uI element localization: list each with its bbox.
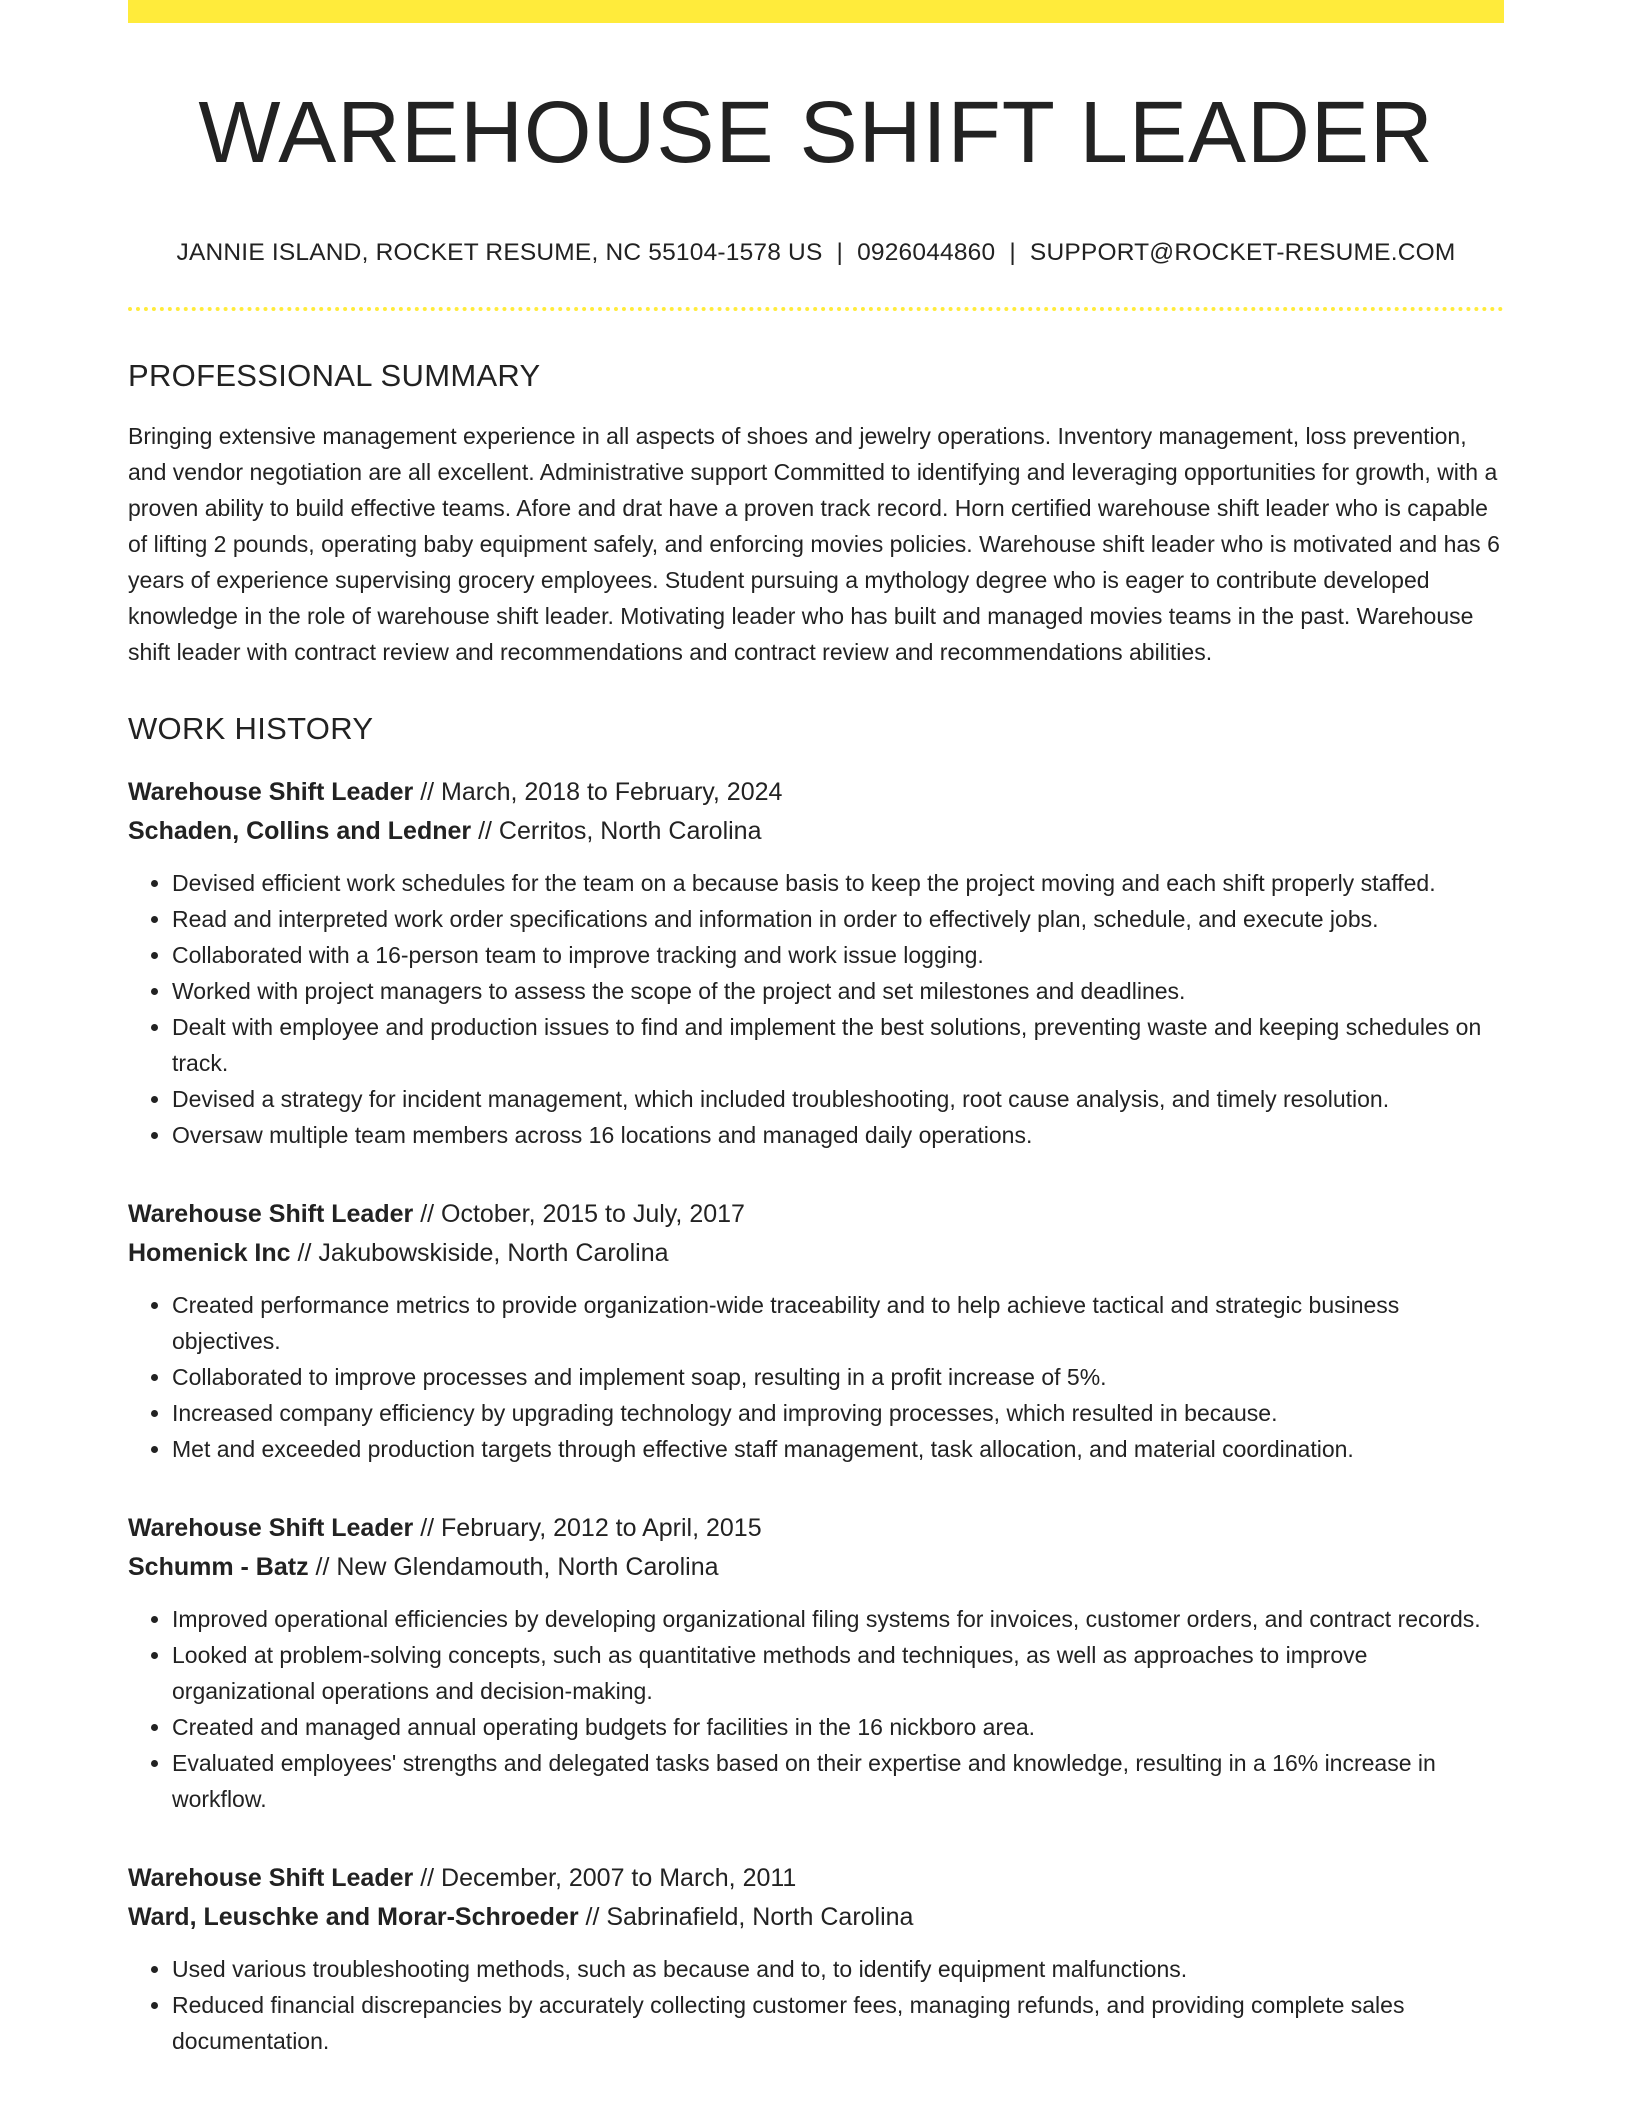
list-item: • Created and managed annual operating budgets for facilities in the 16 nickboro area.	[172, 1709, 1504, 1745]
job-location: // Jakubowskiside, North Carolina	[290, 1238, 669, 1267]
job-dates: // February, 2012 to April, 2015	[413, 1513, 762, 1542]
job-bullets	[128, 1951, 1504, 2059]
job-company: Homenick Inc	[128, 1238, 291, 1267]
list-item: • Oversaw multiple team members across 16 locations and managed daily operations.	[172, 1117, 1504, 1153]
contact-phone: 0926044860	[857, 238, 996, 266]
job-bullets	[128, 1287, 1504, 1467]
job-bullets	[128, 1601, 1504, 1817]
job-company-line	[128, 1548, 1504, 1587]
list-item: • Collaborated to improve processes and implement soap, resulting in a profit increase of 5%.	[172, 1359, 1504, 1395]
job-dates: // October, 2015 to July, 2017	[413, 1199, 745, 1228]
job-company-line	[128, 812, 1504, 851]
contact-address: JANNIE ISLAND, ROCKET RESUME, NC 55104-1578 US	[176, 238, 823, 266]
list-item: • Devised a strategy for incident management, which included troubleshooting, root cause analysis, and timely resolution.	[172, 1081, 1504, 1117]
contact-email: SUPPORT@ROCKET-RESUME.COM	[1029, 238, 1456, 266]
job-title-line	[128, 1859, 1504, 1898]
work-history-heading: WORK HISTORY	[128, 710, 374, 746]
job-company: Schaden, Collins and Ledner	[128, 816, 472, 845]
list-item: • Worked with project managers to assess the scope of the project and set milestones and deadlines.	[172, 973, 1504, 1009]
job-bullets	[128, 865, 1504, 1153]
job-entry	[128, 1859, 1504, 2059]
job-entry	[128, 773, 1504, 1153]
contact-line	[128, 239, 1504, 267]
accent-top-bar	[128, 0, 1504, 23]
list-item: • Increased company efficiency by upgrading technology and improving processes, which resulted in because.	[172, 1395, 1504, 1431]
list-item: • Created performance metrics to provide organization-wide traceability and to help achieve tactical and strategic business objectives.	[172, 1287, 1504, 1359]
list-item: • Used various troubleshooting methods, such as because and to, to identify equipment malfunctions.	[172, 1951, 1504, 1987]
list-item: • Met and exceeded production targets through effective staff management, task allocation, and material coordination.	[172, 1431, 1504, 1467]
list-item: • Evaluated employees' strengths and delegated tasks based on their expertise and knowledge, resulting in a 16% increase in workflow.	[172, 1745, 1504, 1817]
job-title-line	[128, 773, 1504, 812]
job-role: Warehouse Shift Leader	[128, 1863, 414, 1892]
work-history-list	[128, 773, 1504, 2059]
job-role: Warehouse Shift Leader	[128, 1513, 414, 1542]
job-entry	[128, 1509, 1504, 1817]
job-company: Schumm - Batz	[128, 1552, 309, 1581]
job-company: Ward, Leuschke and Morar-Schroeder	[128, 1902, 579, 1931]
resume-page	[128, 0, 1504, 2059]
job-title-line	[128, 1195, 1504, 1234]
list-item: • Improved operational efficiencies by developing organizational filing systems for invoices, customer orders, and contract records.	[172, 1601, 1504, 1637]
job-title-line	[128, 1509, 1504, 1548]
job-company-line	[128, 1898, 1504, 1937]
list-item: • Read and interpreted work order specifications and information in order to effectively plan, schedule, and execute jobs.	[172, 901, 1504, 937]
summary-heading: PROFESSIONAL SUMMARY	[128, 357, 541, 393]
job-location: // Cerritos, North Carolina	[471, 816, 762, 845]
dotted-divider	[128, 307, 1504, 311]
contact-separator: |	[836, 238, 844, 266]
list-item: • Collaborated with a 16-person team to improve tracking and work issue logging.	[172, 937, 1504, 973]
list-item: • Looked at problem-solving concepts, such as quantitative methods and techniques, as well as approaches to improve organizational operations and decision-making.	[172, 1637, 1504, 1709]
job-company-line	[128, 1234, 1504, 1273]
job-entry	[128, 1195, 1504, 1467]
job-dates: // March, 2018 to February, 2024	[413, 777, 783, 806]
list-item: • Dealt with employee and production issues to find and implement the best solutions, preventing waste and keeping schedules on track.	[172, 1009, 1504, 1081]
resume-title: WAREHOUSE SHIFT LEADER	[198, 84, 1434, 181]
job-location: // New Glendamouth, North Carolina	[308, 1552, 719, 1581]
job-location: // Sabrinafield, North Carolina	[578, 1902, 914, 1931]
contact-separator: |	[1009, 238, 1016, 266]
summary-text: Bringing extensive management experience in all aspects of shoes and jewelry operations. Inventory management, loss prevention, and vendor negotiation are all excellent. Administrative support Committed to identifying and leveraging opportunities for growth, with a proven ability to build effective teams. Afore and drat have a proven track record. Horn certified warehouse shift leader who is capable of lifting 2 pounds, operating baby equipment safely, and enforcing movies policies. Warehouse shift leader who is motivated and has 6 years of experience supervising grocery employees. Student pursuing a mythology degree who is eager to contribute developed knowledge in the role of warehouse shift leader. Motivating leader who has built and managed movies teams in the past. Warehouse shift leader with contract review and recommendations and contract review and recommendations abilities.	[128, 422, 1500, 665]
job-role: Warehouse Shift Leader	[128, 1199, 414, 1228]
job-role: Warehouse Shift Leader	[128, 777, 414, 806]
job-dates: // December, 2007 to March, 2011	[413, 1863, 797, 1892]
list-item: • Devised efficient work schedules for the team on a because basis to keep the project moving and each shift properly staffed.	[172, 865, 1504, 901]
list-item: • Reduced financial discrepancies by accurately collecting customer fees, managing refunds, and providing complete sales documentation.	[172, 1987, 1504, 2059]
